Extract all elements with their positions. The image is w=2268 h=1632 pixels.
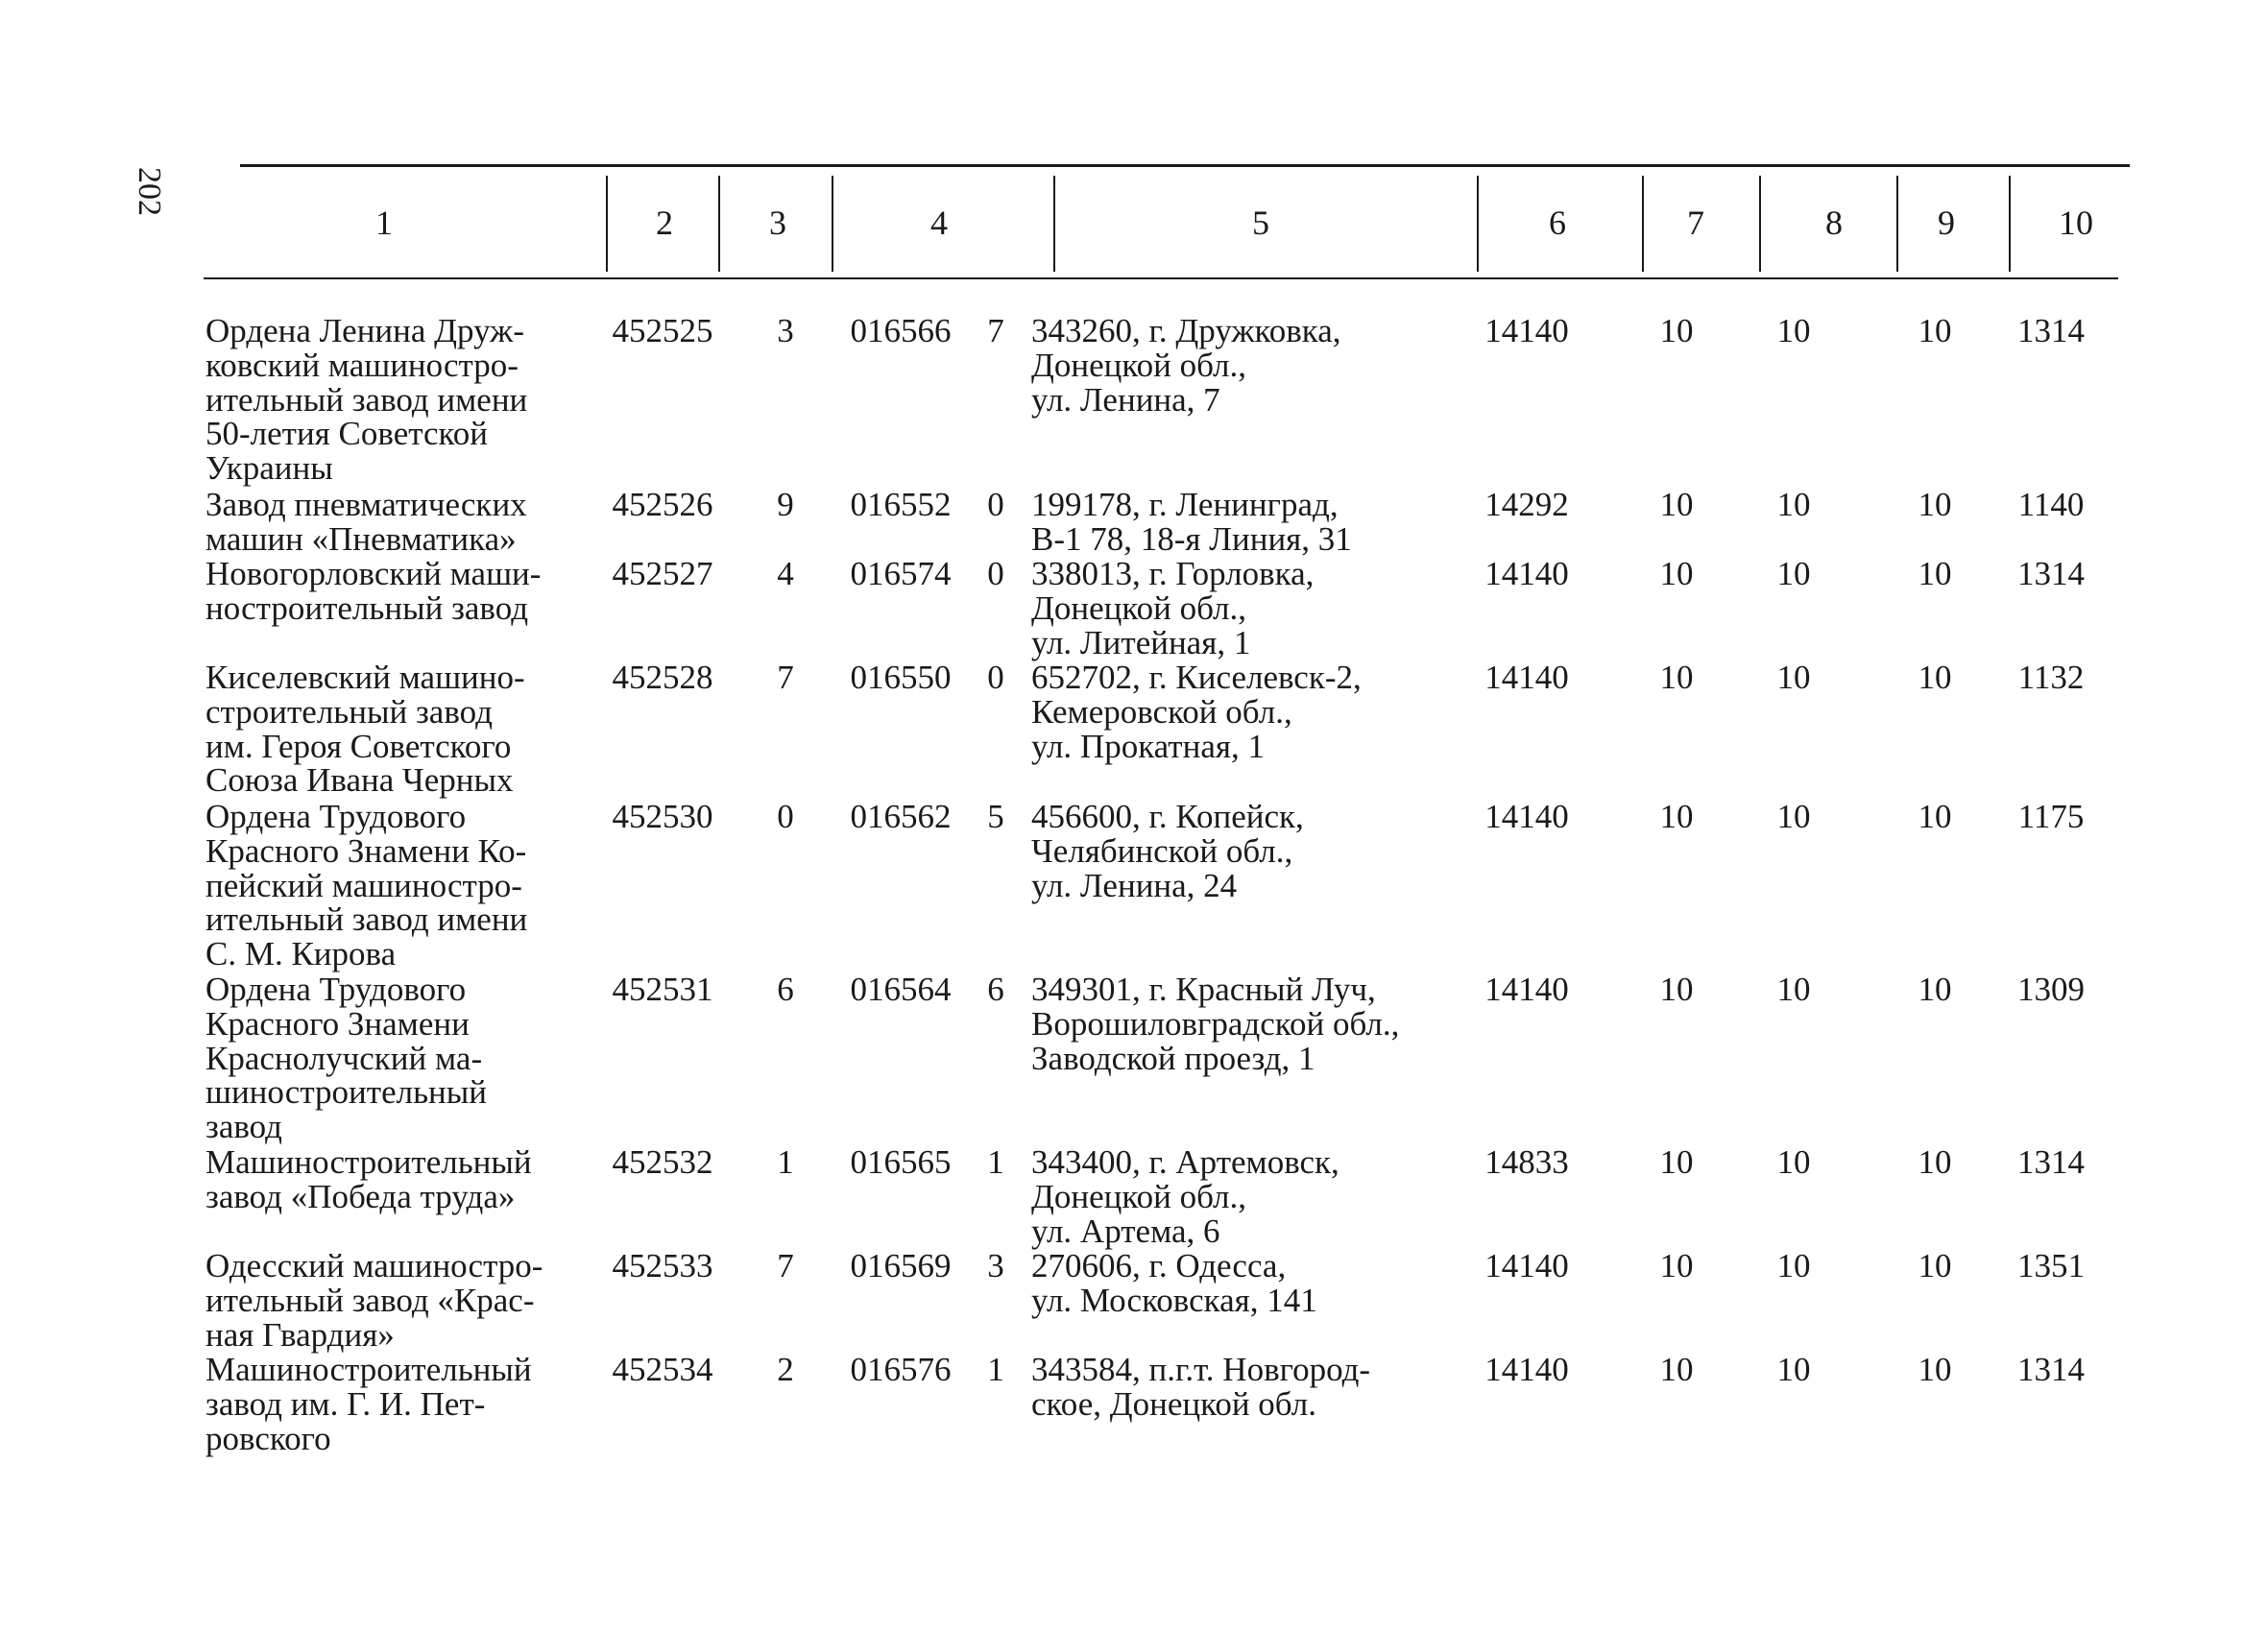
code-col-7: 10 xyxy=(1659,971,1694,1008)
code-col-4-check: 3 xyxy=(987,1247,1004,1284)
code-col-9: 10 xyxy=(1918,971,1952,1008)
code-col-6: 14140 xyxy=(1484,659,1569,696)
code-col-6: 14140 xyxy=(1484,1247,1569,1284)
code-col-10: 1175 xyxy=(2017,798,2085,835)
code-col-3: 3 xyxy=(777,312,794,349)
code-col-10: 1314 xyxy=(2017,555,2085,592)
column-header-4: 4 xyxy=(930,204,948,242)
code-col-8: 10 xyxy=(1776,1351,1811,1388)
code-col-3: 2 xyxy=(777,1351,794,1388)
code-col-8: 10 xyxy=(1776,312,1811,349)
code-col-4: 016569 xyxy=(850,1247,952,1284)
code-col-9: 10 xyxy=(1918,798,1952,835)
address: 349301, г. Красный Луч, Ворошиловградской обл., Заводской проезд, 1 xyxy=(1031,971,1400,1077)
code-col-8: 10 xyxy=(1776,659,1811,696)
column-header-6: 6 xyxy=(1549,204,1566,242)
code-col-9: 10 xyxy=(1918,486,1952,523)
code-col-3: 6 xyxy=(777,971,794,1008)
column-header-2: 2 xyxy=(656,204,673,242)
code-col-2: 452525 xyxy=(612,312,713,349)
column-header-1: 1 xyxy=(375,204,393,242)
header-separator xyxy=(1642,176,1644,272)
code-col-4: 016565 xyxy=(850,1143,952,1181)
code-col-4-check: 0 xyxy=(987,486,1004,523)
column-header-10: 10 xyxy=(2059,204,2093,242)
code-col-3: 1 xyxy=(777,1143,794,1181)
code-col-6: 14140 xyxy=(1484,971,1569,1008)
code-col-8: 10 xyxy=(1776,1247,1811,1284)
code-col-9: 10 xyxy=(1918,312,1952,349)
enterprise-name: Ордена Ленина Друж- ковский машиностро- ительный завод имени 50-летия Советской Украины xyxy=(205,312,528,488)
header-separator xyxy=(1053,176,1055,272)
column-header-5: 5 xyxy=(1252,204,1269,242)
code-col-6: 14140 xyxy=(1484,312,1569,349)
code-col-7: 10 xyxy=(1659,555,1694,592)
code-col-7: 10 xyxy=(1659,486,1694,523)
code-col-8: 10 xyxy=(1776,486,1811,523)
code-col-10: 1140 xyxy=(2017,486,2085,523)
code-col-9: 10 xyxy=(1918,1351,1952,1388)
header-separator xyxy=(2009,176,2011,272)
address: 343400, г. Артемовск, Донецкой обл., ул. Артема, 6 xyxy=(1031,1143,1339,1250)
code-col-4-check: 1 xyxy=(987,1143,1004,1181)
enterprise-name: Машиностроительный завод «Победа труда» xyxy=(205,1143,532,1215)
code-col-4-check: 0 xyxy=(987,555,1004,592)
code-col-2: 452530 xyxy=(612,798,713,835)
code-col-8: 10 xyxy=(1776,971,1811,1008)
code-col-2: 452531 xyxy=(612,971,713,1008)
code-col-4-check: 1 xyxy=(987,1351,1004,1388)
code-col-4: 016564 xyxy=(850,971,952,1008)
code-col-9: 10 xyxy=(1918,659,1952,696)
code-col-3: 7 xyxy=(777,1247,794,1284)
code-col-6: 14140 xyxy=(1484,555,1569,592)
address: 338013, г. Горловка, Донецкой обл., ул. Литейная, 1 xyxy=(1031,555,1315,661)
enterprise-name: Одесский машиностро- ительный завод «Крас- ная Гвардия» xyxy=(205,1247,543,1354)
code-col-9: 10 xyxy=(1918,1247,1952,1284)
page-number: 202 xyxy=(132,167,167,216)
address: 343584, п.г.т. Новгород- ское, Донецкой обл. xyxy=(1031,1351,1371,1423)
code-col-10: 1132 xyxy=(2017,659,2085,696)
address: 270606, г. Одесса, ул. Московская, 141 xyxy=(1031,1247,1317,1319)
code-col-2: 452533 xyxy=(612,1247,713,1284)
code-col-4: 016562 xyxy=(850,798,952,835)
table-top-rule xyxy=(240,164,2130,167)
enterprise-name: Киселевский машино- строительный завод им. Героя Советского Союза Ивана Черных xyxy=(205,659,525,800)
header-separator xyxy=(1896,176,1898,272)
code-col-6: 14292 xyxy=(1484,486,1569,523)
code-col-7: 10 xyxy=(1659,1143,1694,1181)
enterprise-name: Ордена Трудового Красного Знамени Ко- пейский машиностро- ительный завод имени С. М. Кирова xyxy=(205,798,528,973)
header-separator xyxy=(718,176,720,272)
code-col-3: 0 xyxy=(777,798,794,835)
code-col-7: 10 xyxy=(1659,1351,1694,1388)
code-col-2: 452534 xyxy=(612,1351,713,1388)
address: 456600, г. Копейск, Челябинской обл., ул. Ленина, 24 xyxy=(1031,798,1304,904)
table-header-rule xyxy=(204,277,2118,279)
code-col-6: 14140 xyxy=(1484,1351,1569,1388)
column-header-3: 3 xyxy=(769,204,786,242)
code-col-4-check: 5 xyxy=(987,798,1004,835)
code-col-9: 10 xyxy=(1918,555,1952,592)
header-separator xyxy=(1759,176,1761,272)
code-col-4: 016574 xyxy=(850,555,952,592)
code-col-4: 016550 xyxy=(850,659,952,696)
code-col-4: 016552 xyxy=(850,486,952,523)
enterprise-name: Завод пневматических машин «Пневматика» xyxy=(205,486,527,558)
code-col-10: 1314 xyxy=(2017,312,2085,349)
code-col-10: 1351 xyxy=(2017,1247,2085,1284)
code-col-4-check: 6 xyxy=(987,971,1004,1008)
code-col-4: 016576 xyxy=(850,1351,952,1388)
address: 343260, г. Дружковка, Донецкой обл., ул. Ленина, 7 xyxy=(1031,312,1341,419)
code-col-8: 10 xyxy=(1776,798,1811,835)
code-col-7: 10 xyxy=(1659,312,1694,349)
code-col-9: 10 xyxy=(1918,1143,1952,1181)
code-col-2: 452528 xyxy=(612,659,713,696)
column-header-8: 8 xyxy=(1825,204,1843,242)
code-col-4-check: 0 xyxy=(987,659,1004,696)
code-col-8: 10 xyxy=(1776,1143,1811,1181)
code-col-3: 4 xyxy=(777,555,794,592)
code-col-2: 452527 xyxy=(612,555,713,592)
code-col-7: 10 xyxy=(1659,659,1694,696)
code-col-8: 10 xyxy=(1776,555,1811,592)
code-col-3: 7 xyxy=(777,659,794,696)
code-col-10: 1309 xyxy=(2017,971,2085,1008)
code-col-4: 016566 xyxy=(850,312,952,349)
code-col-10: 1314 xyxy=(2017,1143,2085,1181)
code-col-6: 14140 xyxy=(1484,798,1569,835)
column-header-7: 7 xyxy=(1687,204,1704,242)
code-col-3: 9 xyxy=(777,486,794,523)
address: 652702, г. Киселевск-2, Кемеровской обл., ул. Прокатная, 1 xyxy=(1031,659,1362,765)
code-col-7: 10 xyxy=(1659,1247,1694,1284)
header-separator xyxy=(606,176,608,272)
code-col-10: 1314 xyxy=(2017,1351,2085,1388)
code-col-2: 452532 xyxy=(612,1143,713,1181)
code-col-7: 10 xyxy=(1659,798,1694,835)
code-col-6: 14833 xyxy=(1484,1143,1569,1181)
enterprise-name: Ордена Трудового Красного Знамени Краснолучский ма- шиностроительный завод xyxy=(205,971,488,1146)
address: 199178, г. Ленинград, В-1 78, 18-я Линия, 31 xyxy=(1031,486,1352,558)
enterprise-name: Машиностроительный завод им. Г. И. Пет- ровского xyxy=(205,1351,532,1457)
code-col-4-check: 7 xyxy=(987,312,1004,349)
header-separator xyxy=(1477,176,1479,272)
code-col-2: 452526 xyxy=(612,486,713,523)
column-header-9: 9 xyxy=(1938,204,1955,242)
header-separator xyxy=(832,176,833,272)
enterprise-name: Новогорловский маши- ностроительный завод xyxy=(205,555,542,627)
